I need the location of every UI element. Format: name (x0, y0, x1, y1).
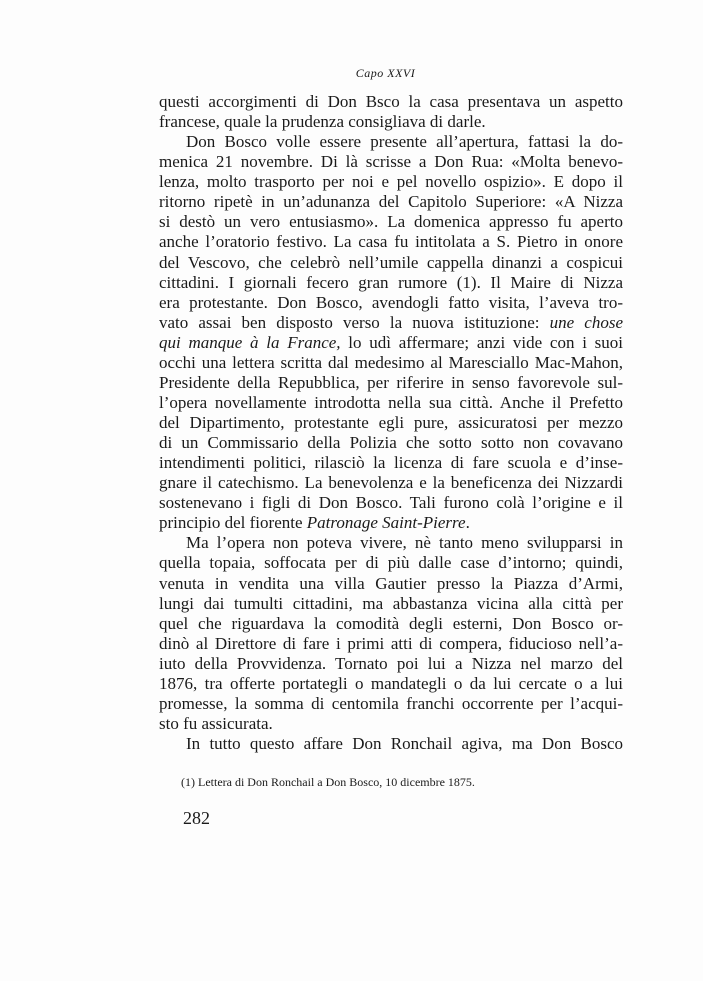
text-line: lenza, molto trasporto per noi e pel novello ospizio». E dopo il (159, 172, 623, 192)
text-line: ritorno ripetè in un’adunanza del Capitolo Superiore: «A Nizza (159, 192, 623, 212)
text-line: menica 21 novembre. Di là scrisse a Don Rua: «Molta benevo- (159, 152, 623, 172)
text-line: francese, quale la prudenza consigliava di darle. (159, 112, 486, 132)
italic-phrase: une chose (549, 312, 623, 332)
text-line: 1876, tra offerte portategli o mandategli o da lui cercate o a lui (159, 673, 623, 693)
text-line: Presidente della Repubblica, per riferire in senso favorevole sul- (159, 372, 623, 392)
text-line: gnare il catechismo. La benevolenza e la beneficenza dei Nizzardi (159, 473, 623, 493)
paragraph-start-line: Don Bosco volle essere presente all’apertura, fattasi la do- (186, 132, 623, 152)
text-line (159, 333, 623, 353)
text-line: promesse, la somma di centomila franchi occorrente per l’acqui- (159, 693, 623, 713)
text-line: occhi una lettera scritta dal medesimo al Maresciallo Mac-Mahon, (159, 352, 623, 372)
text-line: cittadini. I giornali fecero gran rumore (1). Il Maire di Nizza (159, 272, 623, 292)
text-line: sostenevano i figli di Don Bosco. Tali furono colà l’origine e il (159, 493, 623, 513)
text-line: questi accorgimenti di Don Bsco la casa presentava un aspetto (159, 92, 623, 111)
text-line: lungi dai tumulti cittadini, ma abbastanza vicina alla città per (159, 593, 623, 613)
italic-phrase: qui manque à la France, (159, 332, 341, 352)
body-text (159, 92, 623, 754)
paragraph-start-line: In tutto questo affare Don Ronchail agiva, ma Don Bosco (186, 734, 623, 753)
text-line: intendimenti politici, rilasciò la licenza di fare scuola e d’inse- (159, 453, 623, 473)
paragraph-start-line: Ma l’opera non poteva vivere, nè tanto meno svilupparsi in (186, 533, 623, 553)
text-line (159, 513, 623, 533)
text-line: si destò un vero entusiasmo». La domenica appresso fu aperto (159, 212, 623, 232)
text-segment: lo udì affermare; anzi vide con i suoi (340, 332, 624, 352)
text-line: di un Commissario della Polizia che sotto sotto non covavano (159, 433, 623, 453)
page-number: 282 (183, 808, 210, 828)
text-segment: vato assai ben disposto verso la nuova istituzione: (159, 312, 550, 332)
text-segment: principio del fiorente (159, 513, 307, 533)
italic-phrase: Patronage Saint-Pierre (306, 513, 466, 533)
text-line: venuta in vendita una villa Gautier presso la Piazza d’Armi, (159, 573, 623, 593)
text-line: l’opera novellamente introdotta nella sua città. Anche il Prefetto (159, 392, 623, 412)
text-segment: . (465, 513, 470, 533)
text-line: del Vescovo, che celebrò nell’umile cappella dinanzi a cospicui (159, 252, 623, 272)
footnote: (1) Lettera di Don Ronchail a Don Bosco, 10 dicembre 1875. (181, 775, 475, 789)
text-line: del Dipartimento, protestante egli pure, assicuratosi per mezzo (159, 413, 623, 432)
text-line: dinò al Direttore di fare i primi atti di compera, fiducioso nell’a- (159, 633, 623, 653)
running-head: Capo XXVI (355, 66, 416, 80)
text-line: era protestante. Don Bosco, avendogli fatto visita, l’aveva tro- (159, 292, 623, 312)
text-line: quella topaia, soffocata per di più dalle case d’intorno; quindi, (159, 553, 623, 573)
text-line: quel che riguardava la comodità degli esterni, Don Bosco or- (159, 613, 623, 633)
text-line: iuto della Provvidenza. Tornato poi lui a Nizza nel marzo del (159, 653, 623, 673)
text-line (159, 313, 623, 333)
text-line: anche l’oratorio festivo. La casa fu intitolata a S. Pietro in onore (159, 232, 623, 252)
text-line: sto fu assicurata. (159, 713, 273, 733)
